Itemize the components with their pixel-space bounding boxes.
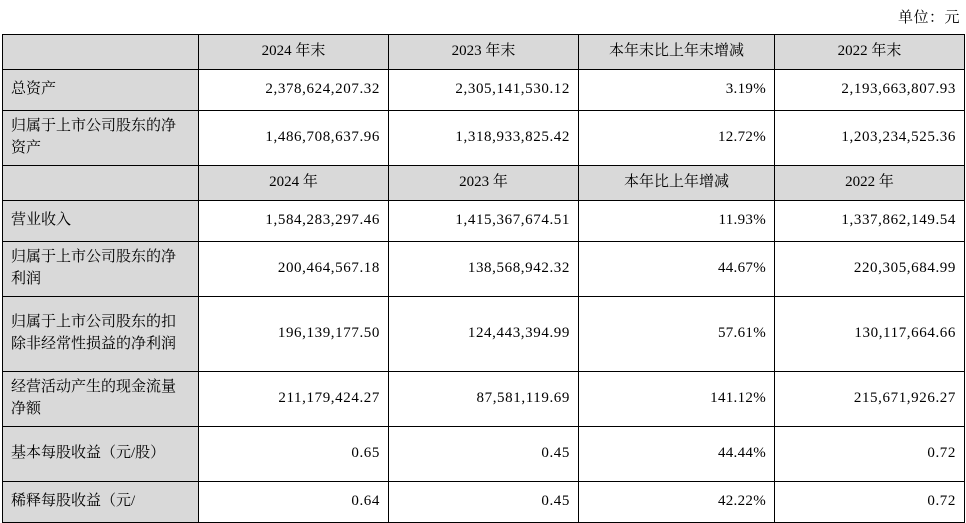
header-cell-yoy-end: 本年末比上年末增减 [579, 35, 775, 70]
financial-summary-table [2, 34, 965, 523]
table-header-row-income [3, 166, 965, 201]
row-label-net-profit: 归属于上市公司股东的净利润 [3, 242, 199, 297]
row-label-net-assets: 归属于上市公司股东的净资产 [3, 111, 199, 166]
cell-basic-eps-2024: 0.65 [199, 427, 389, 482]
header-cell-2024: 2024 年 [199, 166, 389, 201]
cell-operating-cashflow-change: 141.12% [579, 372, 775, 427]
cell-operating-cashflow-2024: 211,179,424.27 [199, 372, 389, 427]
table-row [3, 242, 965, 297]
cell-total-assets-2024: 2,378,624,207.32 [199, 70, 389, 111]
unit-note: 单位：元 [897, 10, 960, 26]
cell-diluted-eps-2023: 0.45 [389, 482, 579, 523]
table-row [3, 111, 965, 166]
header-corner-cell-2 [3, 166, 199, 201]
cell-diluted-eps-change: 42.22% [579, 482, 775, 523]
cell-basic-eps-2022: 0.72 [775, 427, 965, 482]
cell-revenue-2023: 1,415,367,674.51 [389, 201, 579, 242]
row-label-net-profit-deducted: 归属于上市公司股东的扣除非经常性损益的净利润 [3, 297, 199, 372]
table-row [3, 482, 965, 523]
row-label-revenue: 营业收入 [3, 201, 199, 242]
cell-total-assets-2022: 2,193,663,807.93 [775, 70, 965, 111]
row-label-diluted-eps: 稀释每股收益（元/ [3, 482, 199, 523]
cell-basic-eps-change: 44.44% [579, 427, 775, 482]
table-row [3, 427, 965, 482]
cell-operating-cashflow-2022: 215,671,926.27 [775, 372, 965, 427]
cell-total-assets-2023: 2,305,141,530.12 [389, 70, 579, 111]
cell-net-profit-deducted-change: 57.61% [579, 297, 775, 372]
table-row [3, 70, 965, 111]
header-corner-cell [3, 35, 199, 70]
cell-net-profit-deducted-2022: 130,117,664.66 [775, 297, 965, 372]
cell-diluted-eps-2024: 0.64 [199, 482, 389, 523]
table-row [3, 201, 965, 242]
cell-total-assets-change: 3.19% [579, 70, 775, 111]
cell-basic-eps-2023: 0.45 [389, 427, 579, 482]
table-row [3, 297, 965, 372]
cell-net-profit-change: 44.67% [579, 242, 775, 297]
table-row [3, 372, 965, 427]
header-cell-2024-end: 2024 年末 [199, 35, 389, 70]
cell-net-assets-2022: 1,203,234,525.36 [775, 111, 965, 166]
cell-net-profit-2022: 220,305,684.99 [775, 242, 965, 297]
header-cell-2023-end: 2023 年末 [389, 35, 579, 70]
header-cell-2022-end: 2022 年末 [775, 35, 965, 70]
cell-net-assets-2024: 1,486,708,637.96 [199, 111, 389, 166]
cell-revenue-2024: 1,584,283,297.46 [199, 201, 389, 242]
cell-revenue-change: 11.93% [579, 201, 775, 242]
cell-diluted-eps-2022: 0.72 [775, 482, 965, 523]
row-label-operating-cashflow: 经营活动产生的现金流量净额 [3, 372, 199, 427]
cell-net-assets-change: 12.72% [579, 111, 775, 166]
cell-net-profit-2023: 138,568,942.32 [389, 242, 579, 297]
cell-operating-cashflow-2023: 87,581,119.69 [389, 372, 579, 427]
table-header-row-balance [3, 35, 965, 70]
header-cell-yoy: 本年比上年增减 [579, 166, 775, 201]
header-cell-2023: 2023 年 [389, 166, 579, 201]
cell-net-profit-deducted-2023: 124,443,394.99 [389, 297, 579, 372]
cell-net-profit-deducted-2024: 196,139,177.50 [199, 297, 389, 372]
row-label-basic-eps: 基本每股收益（元/股） [3, 427, 199, 482]
row-label-total-assets: 总资产 [3, 70, 199, 111]
cell-net-assets-2023: 1,318,933,825.42 [389, 111, 579, 166]
cell-net-profit-2024: 200,464,567.18 [199, 242, 389, 297]
header-cell-2022: 2022 年 [775, 166, 965, 201]
cell-revenue-2022: 1,337,862,149.54 [775, 201, 965, 242]
